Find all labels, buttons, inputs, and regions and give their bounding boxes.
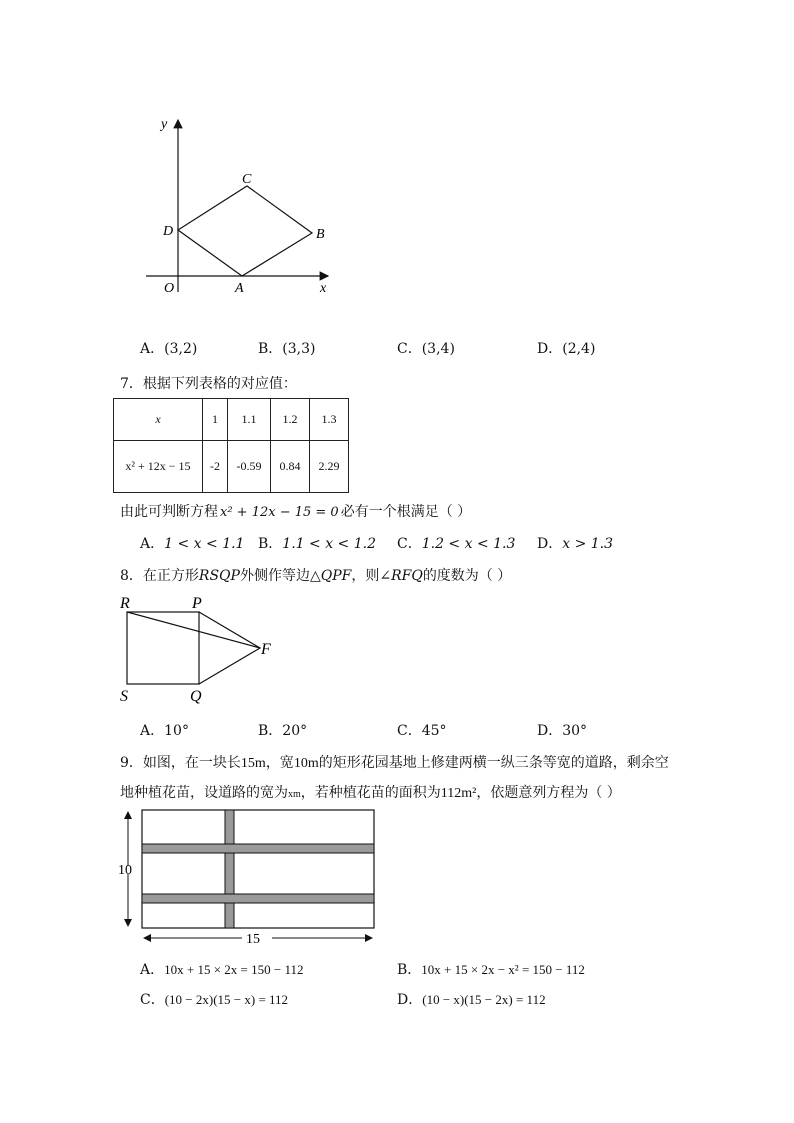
- q9-option-c[interactable]: [140, 989, 288, 1009]
- table-header-cell: x: [114, 399, 203, 441]
- option-text: 10x + 15 × 2x − x² = 150 − 112: [421, 962, 585, 977]
- q7-conclusion-line: [120, 501, 471, 521]
- q9-line1-a: 9．如图，在一块长: [120, 755, 241, 771]
- rhombus-abcd: [178, 186, 312, 276]
- q7-option-b[interactable]: [258, 533, 376, 553]
- option-letter: A．: [140, 962, 165, 978]
- q9-line1-c: 的矩形花园基地上修建两横一纵三条等宽的道路，剩余空: [318, 755, 669, 771]
- q6-option-c[interactable]: [397, 338, 455, 358]
- axis-y-label: y: [161, 117, 168, 132]
- q9-line2-b: ，若种植花苗的面积为: [300, 785, 441, 801]
- triangle-qpf: [199, 612, 260, 684]
- table-header-cell: x² + 12x − 15: [114, 441, 203, 493]
- option-text: (10 − 2x)(15 − x) = 112: [164, 992, 289, 1007]
- table-cell: 2.29: [310, 441, 349, 493]
- table-cell: 1: [203, 399, 228, 441]
- table-cell: 1.3: [310, 399, 349, 441]
- q8-option-b[interactable]: [258, 720, 307, 740]
- origin-label: O: [164, 281, 175, 296]
- option-text: 1.1 < x < 1.2: [282, 536, 376, 552]
- q7-option-d[interactable]: [537, 533, 613, 553]
- option-text: 1 < x < 1.1: [164, 536, 245, 552]
- table-cell: -2: [203, 441, 228, 493]
- option-letter: C．: [140, 992, 165, 1008]
- q8-option-a[interactable]: [140, 720, 189, 740]
- option-letter: C．: [397, 723, 422, 739]
- option-letter: B．: [258, 341, 283, 357]
- q8-stem: [120, 565, 511, 585]
- table-row: [114, 399, 349, 441]
- option-text: 45°: [421, 723, 447, 739]
- height-label: 10: [118, 863, 132, 878]
- q7-equation: x² + 12x − 15 = 0: [220, 505, 339, 520]
- q7-option-c[interactable]: [397, 533, 515, 553]
- point-d-label: D: [163, 224, 174, 239]
- q8-square-triangle-figure: [110, 590, 290, 710]
- segment-rf: [127, 612, 260, 648]
- option-text: 20°: [282, 723, 308, 739]
- option-letter: A．: [140, 341, 165, 357]
- q9-option-a[interactable]: [140, 959, 303, 979]
- q9-stem-line1: [120, 752, 669, 772]
- q9-line2-c: ，依题意列方程为（ ）: [476, 785, 621, 801]
- option-letter: A．: [140, 536, 165, 552]
- option-letter: A．: [140, 723, 165, 739]
- option-text: (3,2): [164, 341, 198, 357]
- garden-rectangle: [142, 810, 374, 928]
- point-p-label: P: [192, 595, 202, 612]
- q9-option-d[interactable]: [397, 989, 546, 1009]
- option-letter: B．: [258, 723, 283, 739]
- q7-conclusion-pre: 由此可判断方程: [120, 504, 218, 520]
- option-letter: D．: [537, 536, 563, 552]
- q8-stem-c: ，则: [351, 568, 380, 584]
- q9-garden-figure: [112, 806, 382, 946]
- q8-angle-name: ∠RFQ: [379, 568, 423, 584]
- q6-option-d[interactable]: [537, 338, 595, 358]
- q9-line1-b: ，宽: [265, 755, 294, 771]
- q8-triangle-name: △QPF: [309, 568, 352, 584]
- road-vertical: [225, 810, 234, 928]
- table-cell: -0.59: [228, 441, 271, 493]
- q8-option-c[interactable]: [397, 720, 447, 740]
- width-label: 15: [246, 932, 260, 946]
- point-q-label: Q: [190, 688, 202, 705]
- q8-stem-b: 外侧作等边: [239, 568, 310, 584]
- option-letter: C．: [397, 536, 422, 552]
- option-text: (3,4): [421, 341, 455, 357]
- option-text: (3,3): [282, 341, 316, 357]
- q8-stem-d: 的度数为（ ）: [422, 568, 512, 584]
- q9-length: 15m: [240, 756, 266, 771]
- option-text: (2,4): [562, 341, 596, 357]
- table-row: [114, 441, 349, 493]
- q6-coordinate-figure: [140, 110, 340, 300]
- option-letter: B．: [258, 536, 283, 552]
- q9-option-b[interactable]: [397, 959, 585, 979]
- road-horizontal-top: [142, 844, 374, 853]
- option-text: 10x + 15 × 2x = 150 − 112: [164, 962, 304, 977]
- option-text: 1.2 < x < 1.3: [421, 536, 516, 552]
- q7-conclusion-post: 必有一个根满足（ ）: [340, 504, 472, 520]
- option-letter: B．: [397, 962, 422, 978]
- q7-option-a[interactable]: [140, 533, 244, 553]
- point-f-label: F: [261, 641, 271, 658]
- q9-area: 112m²: [440, 786, 477, 801]
- table-cell: 1.1: [228, 399, 271, 441]
- q7-value-table: [113, 398, 349, 493]
- q6-option-b[interactable]: [258, 338, 316, 358]
- option-letter: D．: [537, 341, 563, 357]
- q9-stem-line2: [120, 782, 621, 802]
- option-text: 30°: [562, 723, 588, 739]
- square-rsqp: [127, 612, 199, 684]
- point-a-label: A: [235, 281, 244, 296]
- axis-x-label: x: [320, 281, 327, 296]
- point-s-label: S: [120, 688, 128, 705]
- option-text: (10 − x)(15 − 2x) = 112: [422, 992, 546, 1007]
- point-r-label: R: [120, 595, 130, 612]
- option-text: 10°: [164, 723, 189, 739]
- table-cell: 0.84: [271, 441, 310, 493]
- point-b-label: B: [316, 227, 325, 242]
- option-letter: D．: [397, 992, 423, 1008]
- option-text: x > 1.3: [562, 536, 614, 552]
- road-horizontal-bottom: [142, 894, 374, 903]
- q8-option-d[interactable]: [537, 720, 587, 740]
- q6-option-a[interactable]: [140, 338, 197, 358]
- q7-stem: 7．根据下列表格的对应值：: [120, 376, 297, 392]
- q9-width: 10m: [293, 756, 319, 771]
- table-cell: 1.2: [271, 399, 310, 441]
- q8-stem-a: 8．在正方形: [120, 568, 199, 584]
- option-letter: C．: [397, 341, 422, 357]
- q9-variable: xm: [288, 789, 301, 800]
- option-letter: D．: [537, 723, 563, 739]
- q8-square-name: RSQP: [198, 568, 240, 584]
- point-c-label: C: [242, 172, 252, 187]
- q9-line2-a: 地种植花苗，设道路的宽为: [120, 785, 288, 801]
